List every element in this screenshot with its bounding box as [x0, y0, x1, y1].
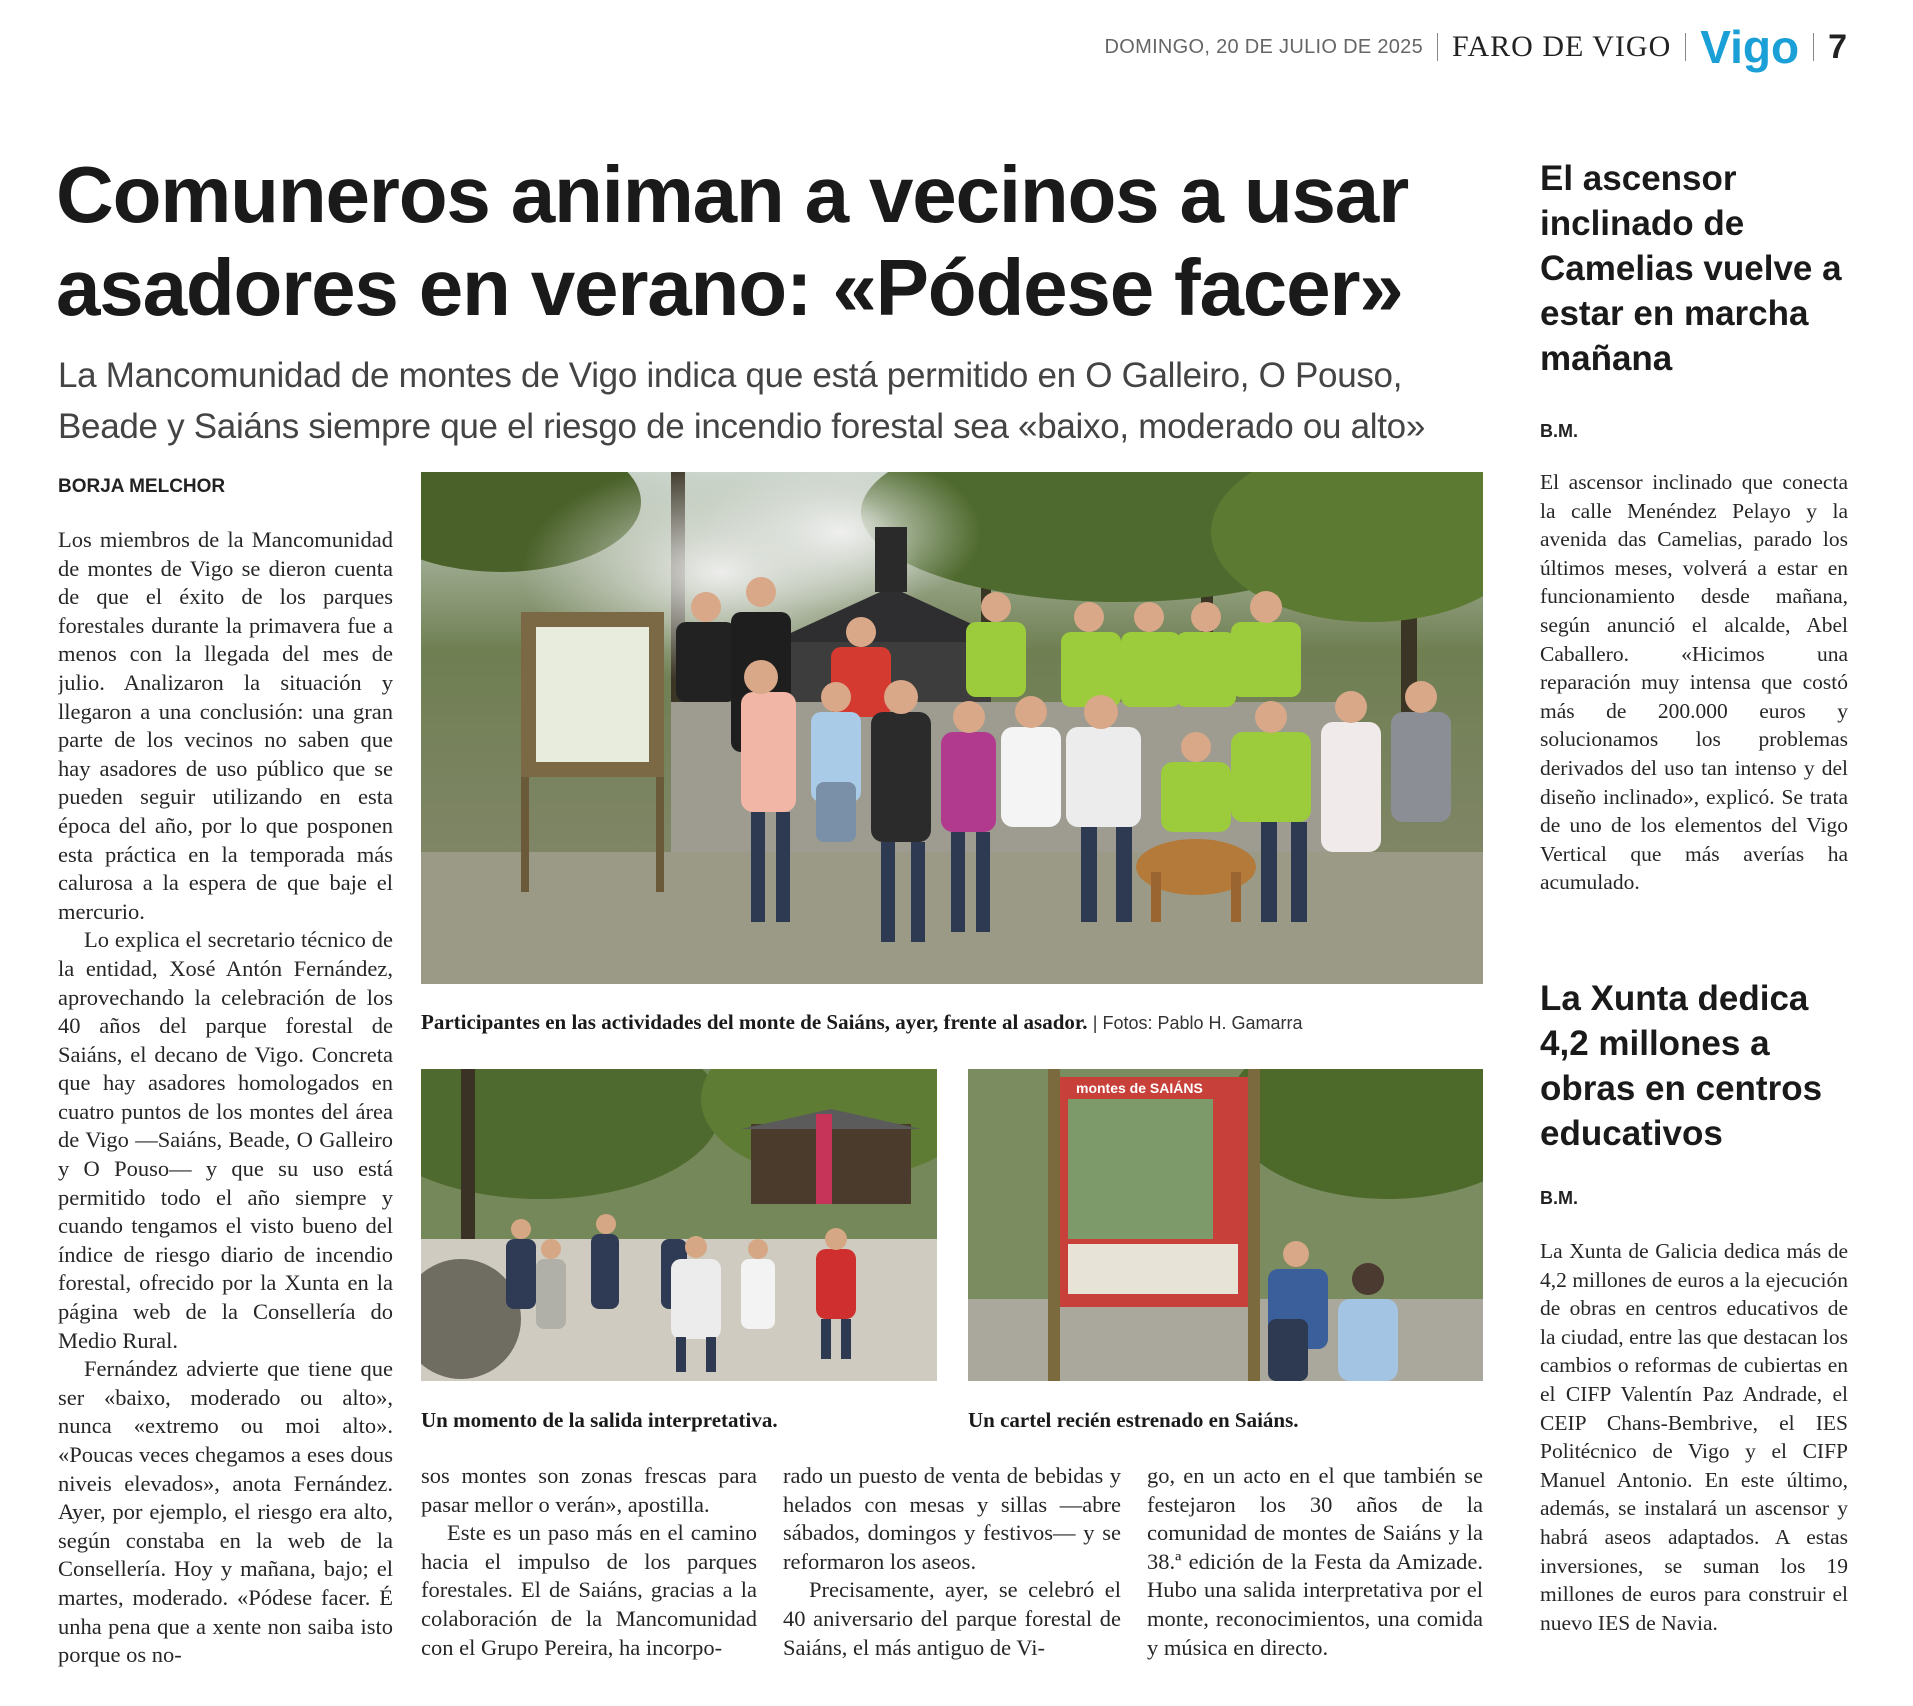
- paragraph: sos montes son zonas frescas para pasar mellor o verán», apostilla.: [421, 1463, 757, 1517]
- page-header: [1105, 22, 1847, 72]
- sidebar-byline: B.M.: [1540, 421, 1578, 441]
- paragraph: Fernández advierte que tiene que ser «baixo, moderado ou alto», nunca «extremo ou moi alto». «Poucas veces chegamos a eses dous niveis elevados», anota Fernández. Ayer, por ejemplo, el riesgo era alto, según constaba en la web de la Consellería. Hoy y mañana, bajo; el martes, moderado. «Pódese facer. É unha pena que a xente non saiba isto porque os no-: [58, 1356, 393, 1668]
- divider: [1685, 33, 1686, 61]
- paragraph: Lo explica el secretario técnico de la entidad, Xosé Antón Fernández, aprovechando la celebración de los 40 años del parque forestal de Saiáns, el decano de Vigo. Concreta que hay asadores homologados en cuatro puntos de los montes del área de Vigo —Saiáns, Beade, O Galleiro y O Pouso— y que su uso está permitido todo el año siempre y cuando tengamos el visto bueno del índice de riesgo diario de incendio forestal, ofrecido por la Xunta en la página web de la Consellería do Medio Rural.: [58, 927, 393, 1353]
- paragraph: Precisamente, ayer, se celebró el 40 aniversario del parque forestal de Saiáns, el más antiguo de Vi-: [783, 1577, 1121, 1660]
- divider: [1813, 33, 1814, 61]
- body-column-3: [783, 1462, 1121, 1662]
- issue-date: DOMINGO, 20 DE JULIO DE 2025: [1104, 35, 1424, 58]
- sidebar-headline-xunta: La Xunta dedica 4,2 millones a obras en centros educativos: [1540, 979, 1823, 1153]
- main-photo-caption: [421, 1010, 1303, 1035]
- paragraph: Los miembros de la Mancomunidad de montes de Vigo se dieron cuenta de que el éxito de los parques forestales durante la primavera fue a menos con la llegada del mes de julio. Analizaron la situación y llegaron a una conclusión: una gran parte de los vecinos no saben que hay asadores de uso público que se pueden seguir utilizando en esta época del año, por lo que posponen esta práctica en la temporada más calurosa a la espera de que baje el mercurio.: [58, 527, 393, 924]
- group-photo: [421, 472, 1483, 984]
- sign-photo: [968, 1069, 1483, 1381]
- newspaper-name: FARO DE VIGO: [1452, 30, 1672, 63]
- article-byline: BORJA MELCHOR: [58, 476, 226, 497]
- sidebar-byline: B.M.: [1540, 1188, 1578, 1208]
- sign-title-text: montes de SAIÁNS: [1076, 1080, 1203, 1096]
- sidebar-body-elevator: El ascensor inclinado que conecta la calle Menéndez Pelayo y la avenida das Camelias, parado los últimos meses, volverá a estar en funcionamiento desde mañana, según anunció el alcalde, Abel Caballero. «Hicimos una reparación muy intensa que costó más de 200.000 euros y solucionamos los problemas derivados del uso tan intenso y del diseño inclinado», explicó. Se trata de uno de los elementos del Vigo Vertical que más averías ha acumulado.: [1540, 470, 1848, 895]
- photo-credit: | Fotos: Pablo H. Gamarra: [1092, 1013, 1303, 1033]
- body-column-4: [1147, 1462, 1483, 1662]
- sidebar-body-xunta: La Xunta de Galicia dedica más de 4,2 millones de euros a la ejecución de obras en centros educativos de la ciudad, entre las que destacan los cambios o reformas de cubiertas en el CIFP Valentín Paz Andrade, el CEIP Chans-Bembrive, el IES Politécnico de Vigo y el CIFP Manuel Antonio. En este último, además, se instalará un ascensor y habrá aseos adaptados. A estas inversiones, se suman los 19 millones de euros para construir el nuevo IES de Navia.: [1540, 1239, 1848, 1635]
- walk-photo: [421, 1069, 937, 1381]
- body-column-2: [421, 1462, 757, 1662]
- sign-photo-caption: Un cartel recién estrenado en Saiáns.: [968, 1408, 1299, 1432]
- caption-text: Participantes en las actividades del monte de Saiáns, ayer, frente al asador.: [421, 1010, 1088, 1034]
- page-number: 7: [1828, 27, 1847, 66]
- paragraph: go, en un acto en el que también se festejaron los 30 años de la comunidad de montes de Saiáns y la 38.ª edición de la Festa da Amizade. Hubo una salida interpretativa por el monte, reconocimientos, una comida y música en directo.: [1147, 1463, 1483, 1660]
- article-subhead: La Mancomunidad de montes de Vigo indica que está permitido en O Galleiro, O Pouso, Beade y Saiáns siempre que el riesgo de incendio forestal sea «baixo, moderado ou alto»: [58, 356, 1426, 446]
- section-name: Vigo: [1700, 21, 1800, 73]
- article-headline: Comuneros animan a vecinos a usar asadores en verano: «Pódese facer»: [56, 150, 1409, 332]
- paragraph: rado un puesto de venta de bebidas y helados con mesas y sillas —abre sábados, domingos y festivos— y se reformaron los aseos.: [783, 1463, 1121, 1574]
- divider: [1437, 33, 1438, 61]
- body-column-1: [58, 526, 393, 1681]
- walk-photo-caption: Un momento de la salida interpretativa.: [421, 1408, 778, 1432]
- sidebar-headline-elevator: El ascensor inclinado de Camelias vuelve a estar en marcha mañana: [1540, 159, 1842, 378]
- paragraph: Este es un paso más en el camino hacia el impulso de los parques forestales. El de Saiáns, gracias a la colaboración de la Mancomunidad con el Grupo Pereira, ha incorpo-: [421, 1520, 757, 1660]
